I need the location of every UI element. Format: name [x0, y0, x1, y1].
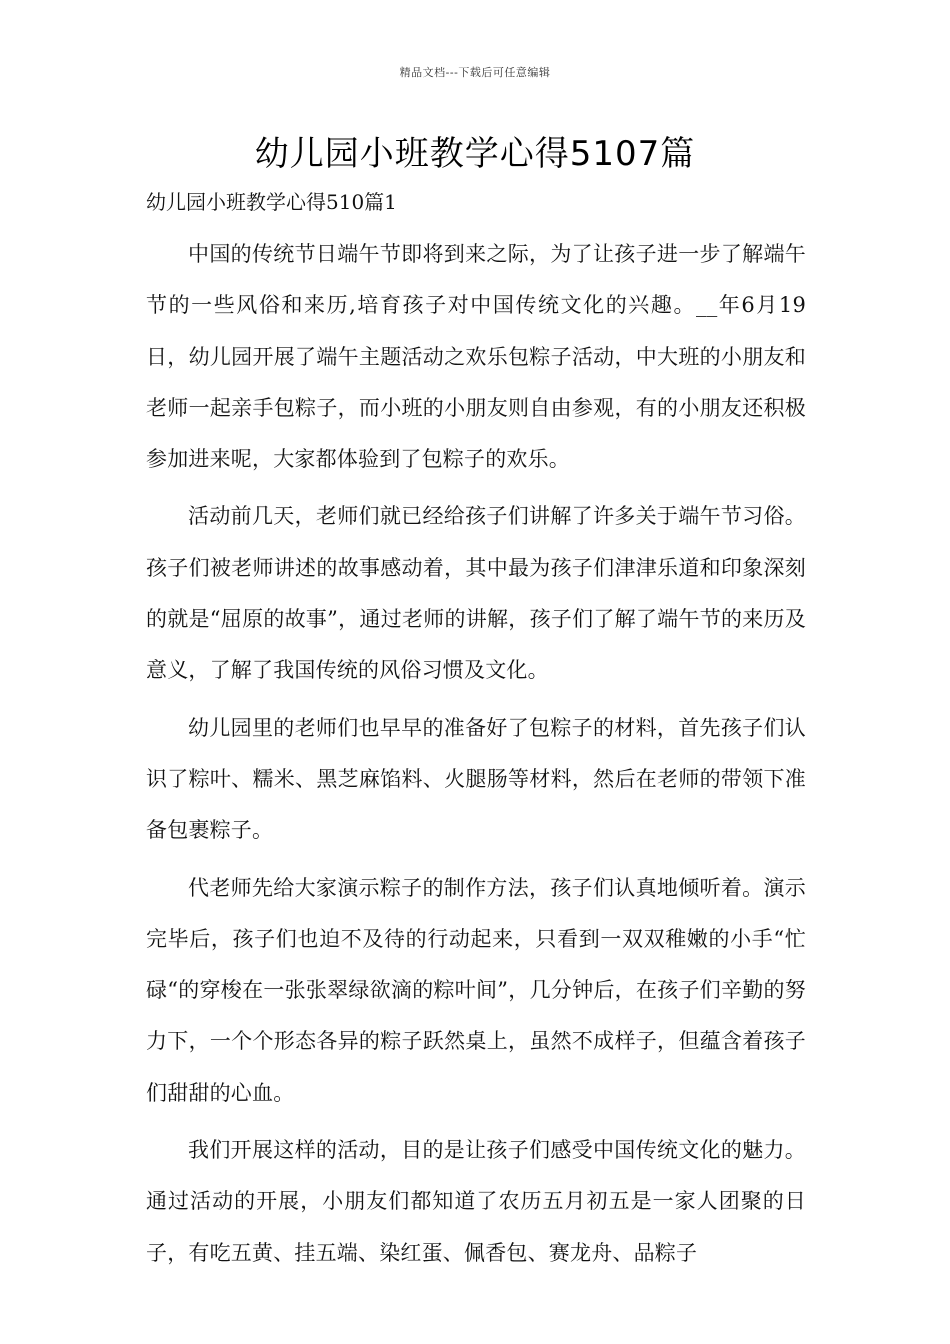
document-body: [146, 229, 806, 1285]
paragraph: 幼儿园里的老师们也早早的准备好了包粽子的材料，首先孩子们认识了粽叶、糯米、黑芝麻馅料、火腿肠等材料，然后在老师的带领下准备包裹粽子。: [146, 715, 806, 843]
document-title: 幼儿园小班教学心得5107篇: [254, 134, 696, 174]
paragraph: 我们开展这样的活动，目的是让孩子们感受中国传统文化的魅力。通过活动的开展，小朋友们都知道了农历五月初五是一家人团聚的日子，有吃五黄、挂五端、染红蛋、佩香包、赛龙舟、品粽子: [146, 1138, 806, 1265]
page-header-note: 精品文档---下载后可任意编辑: [399, 66, 551, 79]
paragraph: 活动前几天，老师们就已经给孩子们讲解了许多关于端午节习俗。孩子们被老师讲述的故事感动着，其中最为孩子们津津乐道和印象深刻的就是“屈原的故事”，通过老师的讲解，孩子们了解了端午节的来历及意义，了解了我国传统的风俗习惯及文化。: [146, 504, 806, 683]
paragraph: 代老师先给大家演示粽子的制作方法，孩子们认真地倾听着。演示完毕后，孩子们也迫不及待的行动起来，只看到一双双稚嫩的小手“忙碌“的穿梭在一张张翠绿欲滴的粽叶间”，几分钟后，在孩子们辛勤的努力下，一个个形态各异的粽子跃然桌上，虽然不成样子，但蕴含着孩子们甜甜的心血。: [146, 875, 806, 1105]
paragraph: 中国的传统节日端午节即将到来之际，为了让孩子进一步了解端午节的一些风俗和来历,培育孩子对中国传统文化的兴趣。__年6月19日，幼儿园开展了端午主题活动之欢乐包粽子活动，中大班的小朋友和老师一起亲手包粽子，而小班的小朋友则自由参观，有的小朋友还积极参加进来呢，大家都体验到了包粽子的欢乐。: [146, 242, 806, 472]
document-subtitle: 幼儿园小班教学心得510篇1: [146, 190, 397, 214]
